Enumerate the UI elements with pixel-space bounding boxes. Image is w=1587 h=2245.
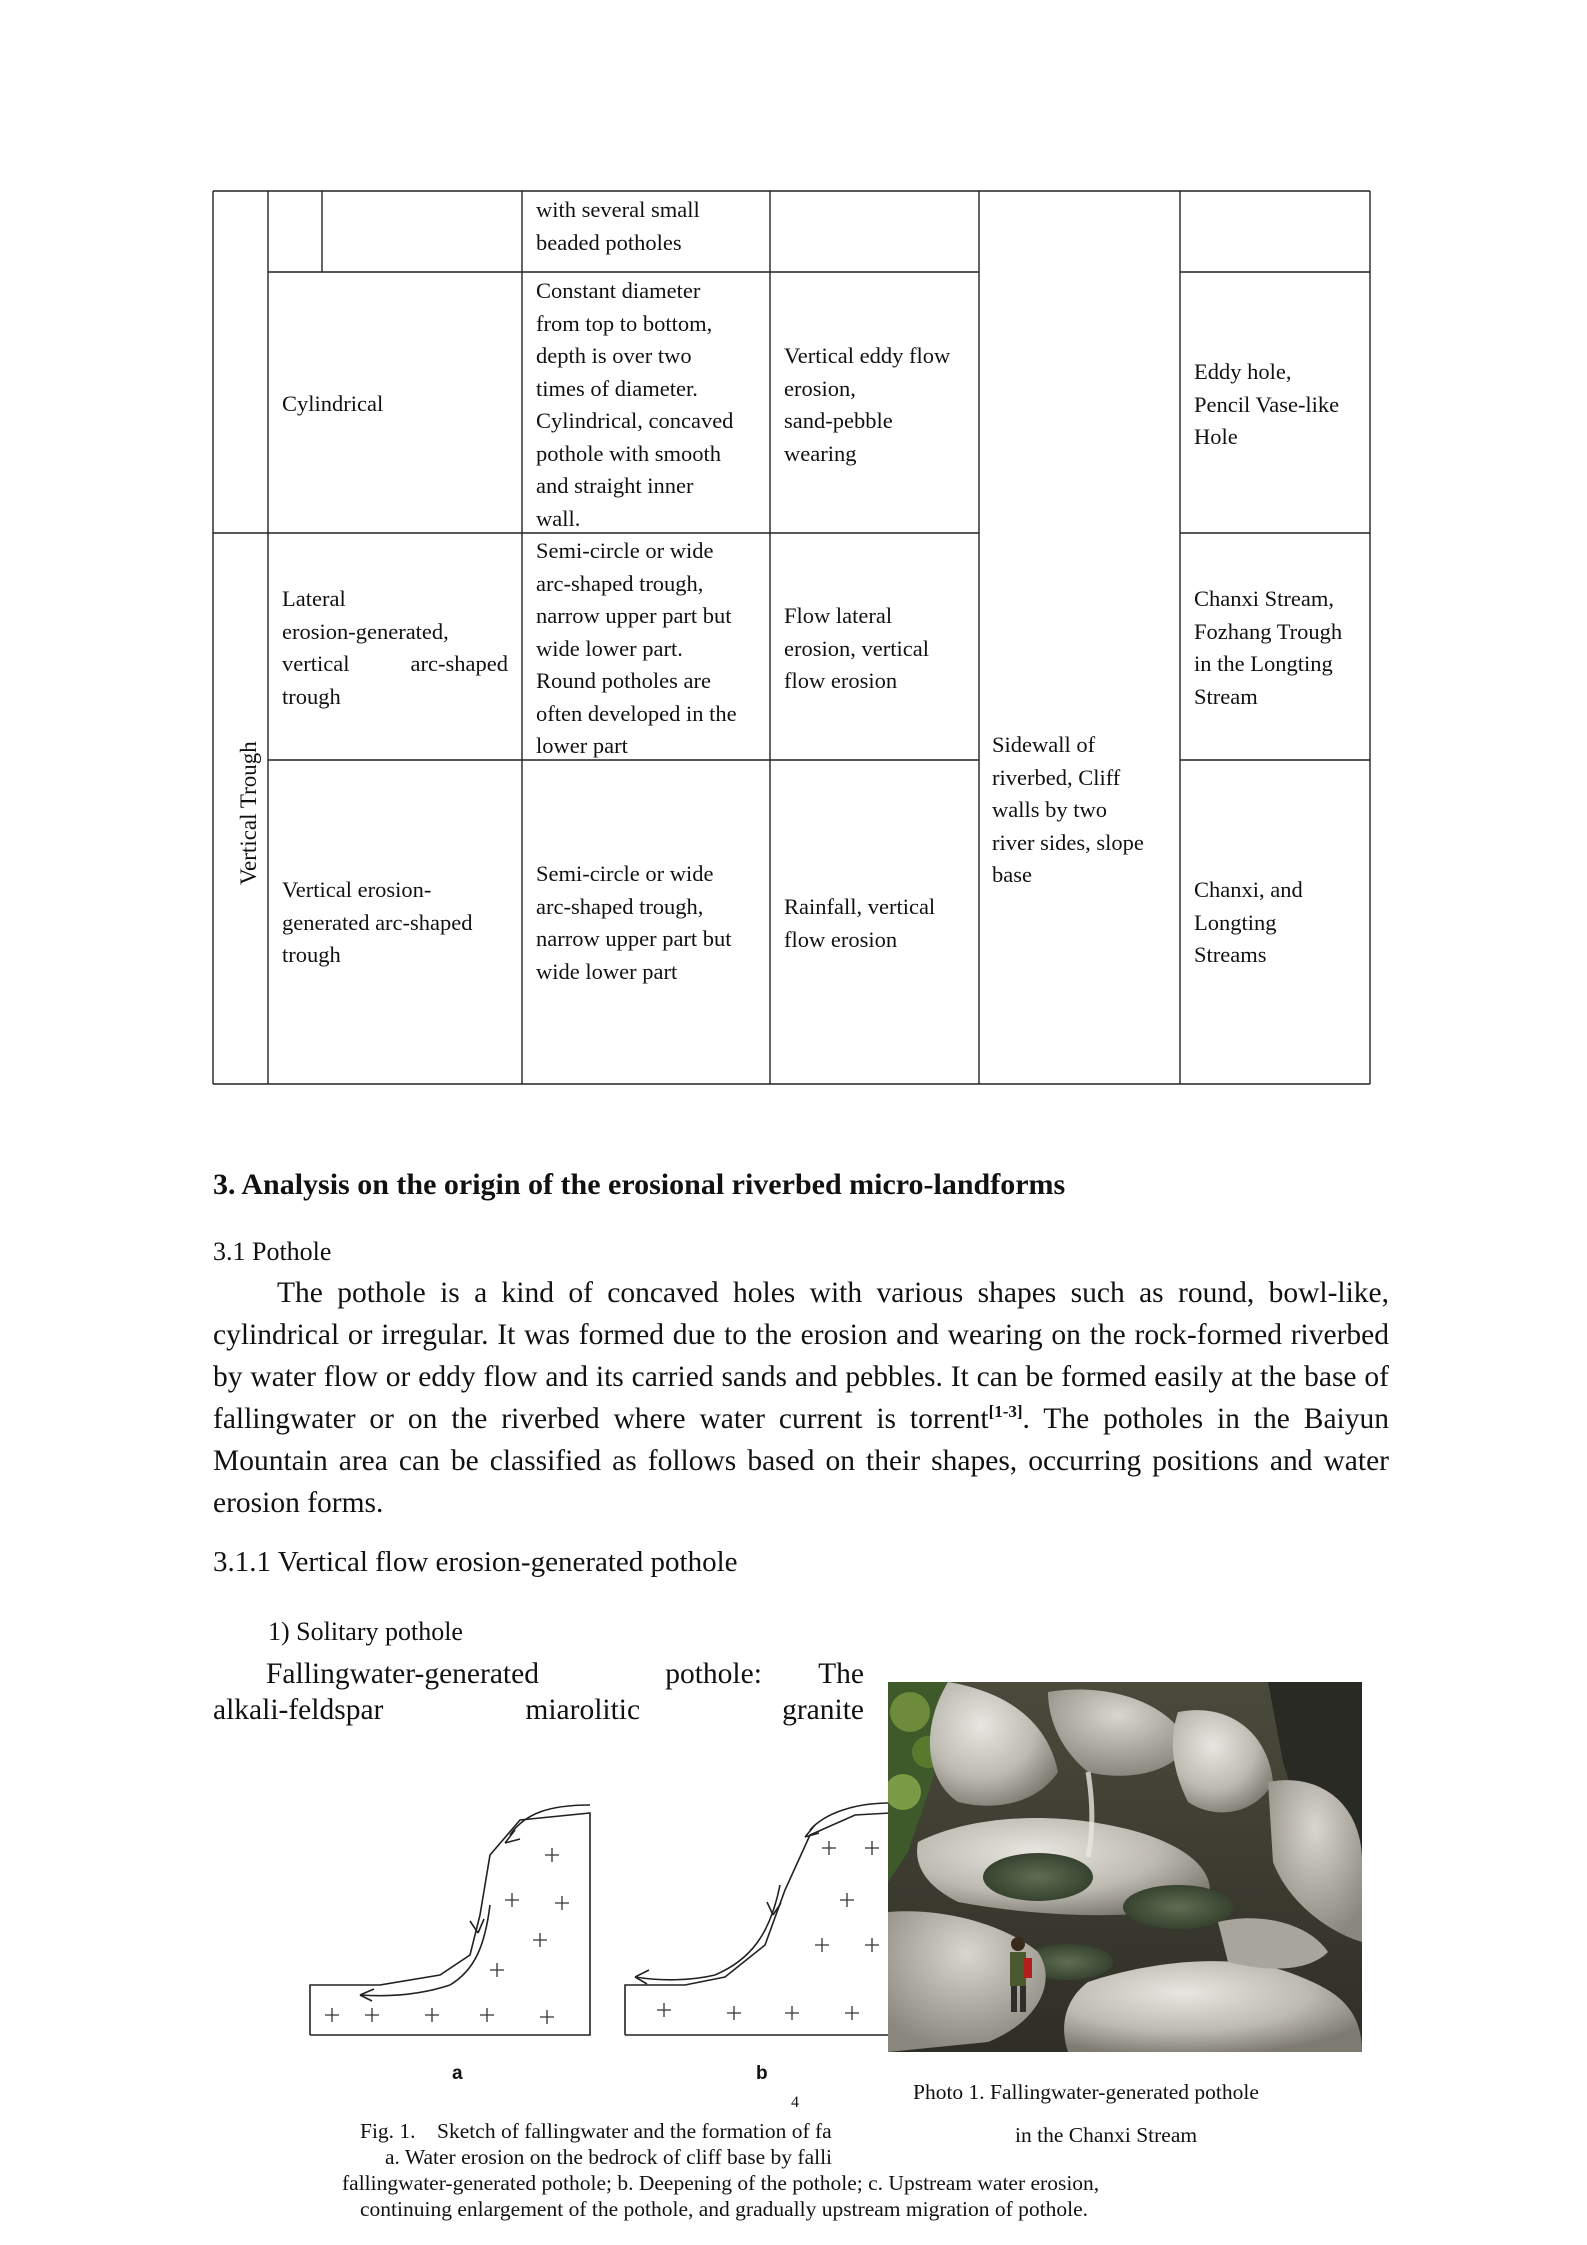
text-line: arc-shaped trough,: [536, 893, 704, 919]
row2-cause: [784, 600, 974, 698]
row0-features: [536, 194, 766, 259]
text-line: riverbed, Cliff: [992, 764, 1121, 790]
text-line: river sides, slope: [992, 829, 1144, 855]
text-line: Hole: [1194, 424, 1238, 449]
text-word: granite: [782, 1694, 864, 1726]
intro-text-line2: [213, 1692, 864, 1728]
row1-form: Cylindrical: [282, 391, 384, 416]
page-number: 4: [791, 2094, 799, 2111]
text-line: flow erosion: [784, 926, 898, 952]
row3-cause: [784, 891, 974, 956]
intro-text: [266, 1656, 864, 1692]
text-line: flow erosion: [784, 668, 898, 693]
text-line: walls by two: [992, 797, 1107, 822]
text-line: Chanxi Stream,: [1194, 586, 1334, 611]
text-line: and straight inner: [536, 473, 694, 498]
text-line: in the Longting: [1194, 651, 1333, 676]
text-line: Vertical eddy flow: [784, 343, 951, 368]
row1-example: [1194, 356, 1369, 454]
text-line: Stream: [1194, 683, 1258, 709]
text-line: erosion-generated,: [282, 618, 449, 644]
photo-caption-line1: Photo 1. Fallingwater-generated pothole: [913, 2080, 1259, 2104]
merged-location: [992, 729, 1177, 892]
fig-caption-line2: a. Water erosion on the bedrock of cliff base by falli: [385, 2145, 833, 2169]
text-line: often developed in the: [536, 700, 737, 726]
text-line: with several small: [536, 197, 700, 222]
pothole-paragraph: [213, 1272, 1389, 1524]
fig-caption-line1: Fig. 1. Sketch of fallingwater and the formation of fa: [360, 2119, 832, 2143]
text-line: Semi-circle or wide: [536, 861, 714, 886]
subsection-pothole: 3.1 Pothole: [213, 1237, 332, 1266]
row2-form: [282, 583, 508, 713]
photo-illustration: [888, 1682, 1362, 2052]
text-line: [282, 648, 508, 681]
text-word: Fallingwater-generated: [266, 1658, 539, 1690]
text-line: trough: [282, 683, 341, 709]
text-line: arc-shaped trough,: [536, 570, 704, 596]
text-line: Cylindrical, concaved: [536, 408, 734, 433]
text-line: Chanxi, and: [1194, 877, 1303, 902]
text-line: wide lower part: [536, 958, 678, 984]
text-word: miarolitic: [525, 1694, 641, 1726]
text-line: pothole with smooth: [536, 440, 721, 466]
text-word: arc-shaped: [410, 651, 508, 676]
row3-features: [536, 858, 771, 988]
text-line: lower part: [536, 733, 628, 758]
text-line: wide lower part.: [536, 635, 683, 661]
text-line: Pencil Vase-like: [1194, 391, 1340, 417]
text-line: Constant diameter: [536, 278, 701, 303]
text-line: depth is over two: [536, 343, 692, 368]
sketch-label-a: a: [452, 2063, 463, 2084]
section-heading: 3. Analysis on the origin of the erosional riverbed micro-landforms: [213, 1168, 1066, 1201]
row1-cause: [784, 340, 974, 470]
citation-ref[interactable]: [1-3]: [988, 1402, 1023, 1422]
text-line: Eddy hole,: [1194, 359, 1292, 384]
text-line: narrow upper part but: [536, 603, 732, 628]
text-line: erosion, vertical: [784, 635, 929, 661]
text-line: from top to bottom,: [536, 310, 713, 336]
fig-caption-line4: continuing enlargement of the pothole, and gradually upstream migration of pothole.: [360, 2197, 1089, 2221]
text-line: Round potholes are: [536, 668, 711, 693]
fig-caption-line3: fallingwater-generated pothole; b. Deepening of the pothole; c. Upstream water erosion,: [342, 2171, 1100, 2195]
sketch-a: [300, 1795, 600, 2045]
vertical-trough-label: Vertical Trough: [236, 741, 261, 885]
text-line: sand-pebble: [784, 408, 893, 433]
text-line: generated arc-shaped: [282, 909, 473, 935]
sketch-label-b: b: [756, 2063, 768, 2084]
sketch-b: [615, 1795, 895, 2045]
text-line: times of diameter.: [536, 375, 698, 401]
text-line: Streams: [1194, 942, 1267, 967]
text-word: alkali-feldspar: [213, 1694, 384, 1726]
text-line: Fozhang Trough: [1194, 618, 1343, 644]
text-line: trough: [282, 942, 341, 967]
row3-form: [282, 874, 512, 972]
paragraph-text: . The potholes in the Baiyun Mountain area can be classified as follows based on their shapes, occurring positions and water erosion forms.: [213, 1403, 1389, 1519]
photo-caption-line2: in the Chanxi Stream: [1015, 2123, 1198, 2147]
solitary-pothole-label: 1) Solitary pothole: [268, 1617, 463, 1646]
text-word: The: [818, 1658, 864, 1690]
text-line: Flow lateral: [784, 603, 893, 628]
text-line: erosion,: [784, 375, 856, 401]
text-line: Sidewall of: [992, 732, 1096, 757]
text-line: wearing: [784, 440, 857, 466]
text-line: Lateral: [282, 586, 346, 611]
subsubsection-vertical-flow: 3.1.1 Vertical flow erosion-generated pothole: [213, 1546, 738, 1578]
paragraph-text: The pothole is a kind of concaved holes with various shapes such as round, bowl-like, cylindrical or irregular. It was formed due to the erosion and wearing on the rock-formed riverbed by water flow or eddy flow and its carried sands and pebbles. It can be formed easily at the base of fallingwater or on the riverbed where water current is torrent: [213, 1277, 1389, 1435]
row2-example: [1194, 583, 1369, 713]
pothole-photo: [888, 1682, 1362, 2052]
row3-example: [1194, 874, 1369, 972]
text-line: Longting: [1194, 909, 1277, 935]
text-line: base: [992, 862, 1032, 887]
row1-features: [536, 275, 771, 535]
text-word: pothole:: [665, 1658, 762, 1690]
text-line: Rainfall, vertical: [784, 894, 936, 919]
text-line: Vertical erosion-: [282, 877, 432, 902]
text-word: vertical: [282, 651, 350, 676]
row2-features: [536, 535, 771, 763]
text-line: narrow upper part but: [536, 926, 732, 951]
text-line: wall.: [536, 505, 581, 531]
text-line: Semi-circle or wide: [536, 538, 714, 563]
text-line: beaded potholes: [536, 229, 682, 255]
